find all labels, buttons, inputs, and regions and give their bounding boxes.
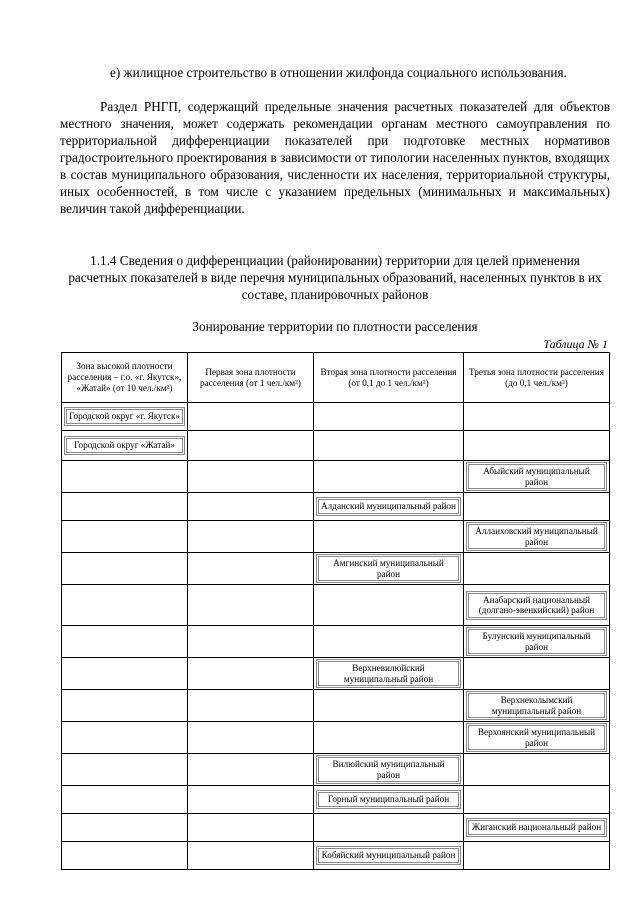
table-cell xyxy=(314,461,464,493)
table-cell xyxy=(188,690,314,722)
table-row xyxy=(62,842,610,870)
municipality-name: Амгинский муниципальный район xyxy=(316,554,461,583)
table-cell xyxy=(464,585,610,626)
table-cell xyxy=(314,814,464,842)
table-cell xyxy=(464,461,610,493)
table-row xyxy=(62,585,610,626)
municipality-name: Верхоянский муниципальный район xyxy=(466,723,607,752)
table-row xyxy=(62,403,610,431)
table-cell xyxy=(188,658,314,690)
table-cell xyxy=(62,690,188,722)
paragraph-housing: е) жилищное строительство в отношении жилфонда социального использования. xyxy=(110,65,567,80)
paragraph-rngp: Раздел РНГП, содержащий предельные значения расчетных показателей для объектов местного значения, может содержать рекомендации органам местного самоуправления по территориальной дифференциации показателей при подготовке местных нормативов градостроительного проектирования в зависимости от типологии населенных пунктов, входящих в состав муниципального образования, численности их населения, территориальной структуры, иных особенностей, в том числе с указанием предельных (минимальных и максимальных) величин такой дифференциации. xyxy=(60,99,610,216)
table-row xyxy=(62,814,610,842)
municipality-name: Городской округ «Жатай» xyxy=(64,436,185,455)
table-cell xyxy=(464,658,610,690)
table-cell xyxy=(314,403,464,431)
table-cell xyxy=(464,814,610,842)
table-cell xyxy=(464,431,610,461)
table-row xyxy=(62,658,610,690)
table-cell xyxy=(314,690,464,722)
table-cell xyxy=(464,493,610,521)
table-row xyxy=(62,754,610,786)
header-high-density: Зона высокой плотности расселения – г.о. «г. Якутск», «Жатай» (от 10 чел./км²) xyxy=(62,353,188,403)
table-cell xyxy=(62,786,188,814)
table-cell xyxy=(188,553,314,585)
table-row xyxy=(62,461,610,493)
table-row xyxy=(62,493,610,521)
table-row xyxy=(62,722,610,754)
table-cell xyxy=(314,431,464,461)
table-body xyxy=(62,403,610,870)
table-cell xyxy=(62,521,188,553)
table-cell xyxy=(62,658,188,690)
table-row xyxy=(62,521,610,553)
table-cell xyxy=(464,521,610,553)
zoning-table xyxy=(61,352,610,870)
table-cell xyxy=(314,786,464,814)
table-cell xyxy=(188,814,314,842)
municipality-name: Горный муниципальный район xyxy=(316,790,461,809)
table-cell xyxy=(62,431,188,461)
table-cell xyxy=(188,585,314,626)
header-third-zone: Третья зона плотности расселения (до 0,1 чел./км²) xyxy=(464,353,610,403)
table-cell xyxy=(464,786,610,814)
table-cell xyxy=(62,403,188,431)
table-row xyxy=(62,553,610,585)
table-cell xyxy=(62,553,188,585)
table-row xyxy=(62,431,610,461)
table-cell xyxy=(62,493,188,521)
table-cell xyxy=(314,658,464,690)
table-cell xyxy=(62,626,188,658)
municipality-name: Жиганский национальный район xyxy=(466,818,607,837)
table-cell xyxy=(314,842,464,870)
municipality-name: Верхнеколымский муниципальный район xyxy=(466,691,607,720)
table-cell xyxy=(314,493,464,521)
table-cell xyxy=(62,722,188,754)
table-cell xyxy=(188,842,314,870)
header-second-zone: Вторая зона плотности расселения (от 0,1 до 1 чел./км²) xyxy=(314,353,464,403)
table-cell xyxy=(464,553,610,585)
table-cell xyxy=(62,461,188,493)
table-cell xyxy=(188,403,314,431)
table-cell xyxy=(464,626,610,658)
table-number: Таблица № 1 xyxy=(543,337,608,351)
table-cell xyxy=(314,626,464,658)
table-cell xyxy=(62,754,188,786)
municipality-name: Верхневилюйский муниципальный район xyxy=(316,659,461,688)
table-cell xyxy=(188,786,314,814)
municipality-name: Анабарский национальный (долгано-эвенкийский) район xyxy=(466,591,607,620)
municipality-name: Алданский муниципальный район xyxy=(316,497,461,516)
table-cell xyxy=(464,754,610,786)
table-cell xyxy=(314,585,464,626)
table-cell xyxy=(188,521,314,553)
municipality-name: Абыйский муниципальный район xyxy=(466,462,607,491)
table-cell xyxy=(464,842,610,870)
table-cell xyxy=(62,585,188,626)
table-cell xyxy=(188,461,314,493)
table-cell xyxy=(62,842,188,870)
table-cell xyxy=(62,814,188,842)
table-cell xyxy=(464,403,610,431)
table-cell xyxy=(464,690,610,722)
table-cell xyxy=(188,626,314,658)
header-first-zone: Первая зона плотности расселения (от 1 чел./км²) xyxy=(188,353,314,403)
table-cell xyxy=(314,722,464,754)
table-cell xyxy=(464,722,610,754)
table-row xyxy=(62,786,610,814)
municipality-name: Булунский муниципальный район xyxy=(466,627,607,656)
municipality-name: Кобяйский муниципальный район xyxy=(316,846,461,865)
table-cell xyxy=(188,754,314,786)
table-cell xyxy=(188,493,314,521)
municipality-name: Вилюйский муниципальный район xyxy=(316,755,461,784)
table-row xyxy=(62,626,610,658)
section-heading: 1.1.4 Сведения о дифференциации (районировании) территории для целей применения расчетных показателей в виде перечня муниципальных образований, населенных пунктов в их составе, планировочных районов xyxy=(68,253,602,302)
table-title: Зонирование территории по плотности расселения xyxy=(192,319,478,334)
table-row xyxy=(62,690,610,722)
table-cell xyxy=(314,754,464,786)
table-cell xyxy=(314,553,464,585)
table-cell xyxy=(314,521,464,553)
table-cell xyxy=(188,431,314,461)
municipality-name: Городской округ «г. Якутск» xyxy=(64,407,185,426)
municipality-name: Аллаиховский муниципальный район xyxy=(466,522,607,551)
table-cell xyxy=(188,722,314,754)
